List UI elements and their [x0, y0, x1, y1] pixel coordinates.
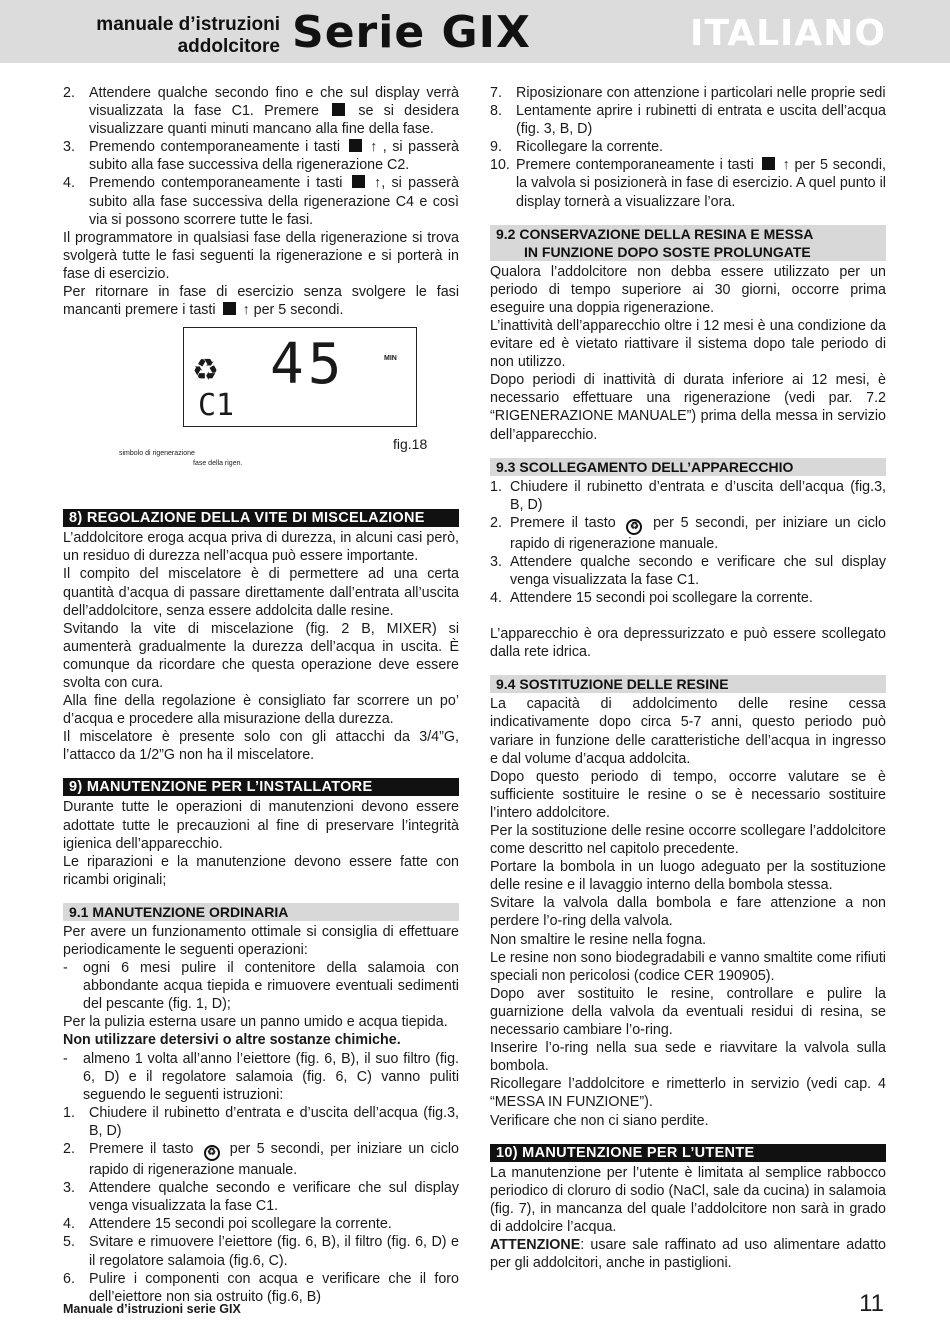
page-header [0, 0, 950, 63]
section-title: 10) MANUTENZIONE PER L’UTENTE [490, 1144, 886, 1162]
regeneration-key-icon: ♻ [626, 519, 642, 535]
list-item: 2. Premere il tasto ♻ per 5 secondi, per iniziare un ciclo rapido di rigenerazione manuale. [63, 1141, 459, 1179]
disconnect-steps-list [490, 478, 886, 608]
subsection-title: 9.1 MANUTENZIONE ORDINARIA [63, 903, 459, 921]
paragraph: Le riparazioni e la manutenzione devono essere fatte con ricambi originali; [63, 853, 459, 888]
list-item: 9. Ricollegare la corrente. [490, 139, 664, 156]
section-title: 9) MANUTENZIONE PER L’INSTALLATORE [63, 778, 459, 796]
lcd-display [183, 327, 417, 427]
paragraph: Dopo aver sostituito le resine, controllare e pulire la guarnizione della valvola da eventuali residui di resina, se necessario cambiare l’o-ring. [490, 985, 886, 1039]
list-item: 2. Premere il tasto ♻ per 5 secondi, per iniziare un ciclo rapido di rigenerazione manuale. [490, 514, 886, 552]
regeneration-icon: ♻ [192, 354, 219, 388]
subsection-title: 9.2 CONSERVAZIONE DELLA RESINA E MESSA IN FUNZIONE DOPO SOSTE PROLUNGATE [490, 225, 886, 261]
lcd-unit: MIN [384, 355, 397, 363]
paragraph: Verificare che non ci siano perdite. [490, 1112, 709, 1129]
list-item: 4. Attendere 15 secondi poi scollegare la corrente. [63, 1216, 392, 1233]
list-item: 5. Svitare e rimuovere l’eiettore (fig. 6, B), il filtro (fig. 6, D) e il regolatore salamoia (fig.6, C). [63, 1234, 459, 1269]
paragraph: Il miscelatore è presente solo con gli attacchi da 3/4”G, l’attacco da 1/2”G non ha il miscelatore. [63, 729, 459, 764]
list-item: 1. Chiudere il rubinetto d’entrata e d’uscita dell’acqua (fig.3, B, D) [490, 478, 886, 513]
warning-text: Non utilizzare detersivi o altre sostanze chimiche. [63, 1032, 401, 1049]
subsection-title: 9.3 SCOLLEGAMENTO DELL’APPARECCHIO [490, 458, 886, 476]
paragraph: L’addolcitore eroga acqua priva di durezza, in alcuni casi però, un residuo di durezza nell’acqua può essere importante. [63, 530, 459, 565]
right-column [490, 84, 886, 1272]
list-item: 3. Attendere qualche secondo e verificare che sul display venga visualizzata la fase C1. [63, 1180, 459, 1215]
list-item: 2. Attendere qualche secondo fino e che sul display verrà visualizzata la fase C1. Premere se si desidera visualizzare quanti minuti mancano alla fine della fase. [63, 85, 459, 138]
paragraph: Per la sostituzione delle resine occorre scollegare l’addolcitore come descritto nel capitolo precedente. [490, 823, 886, 858]
paragraph: L’inattività dell’apparecchio oltre i 12 mesi è una condizione da evitare ed è vietato riattivare il sistema dopo tale periodo di non utilizzo. [490, 317, 886, 371]
set-key-icon [332, 103, 345, 116]
set-key-icon [352, 175, 365, 188]
paragraph: Per avere un funzionamento ottimale si consiglia di effettuare periodicamente le seguenti operazioni: [63, 923, 459, 958]
left-column [63, 84, 459, 1306]
dash-list [63, 1050, 459, 1104]
paragraph: Durante tutte le operazioni di manutenzioni devono essere adottate tutte le precauzioni al fine di preservare l’integrità igienica dell’apparecchio. [63, 799, 459, 852]
list-item: 3. Attendere qualche secondo e verificare che sul display venga visualizzata la fase C1. [490, 553, 886, 588]
list-item: 6. Pulire i componenti con acqua e verificare che il foro dell’eiettore non sia ostruito (fig.6, B) [63, 1270, 459, 1305]
list-item: 4. Attendere 15 secondi poi scollegare la corrente. [490, 590, 813, 607]
paragraph: Non smaltire le resine nella fogna. [490, 931, 707, 948]
regen-steps-list [63, 84, 459, 229]
set-key-icon [349, 139, 362, 152]
figure-label: fig.18 [393, 436, 428, 453]
warning-paragraph: ATTENZIONE: usare sale raffinato ad uso alimentare adatto per gli addolcitori, anche in pastiglioni. [490, 1236, 886, 1272]
header-manual-title: manuale d’istruzioni addolcitore [96, 14, 280, 57]
paragraph: L’apparecchio è ora depressurizzato e può essere scollegato dalla rete idrica. [490, 626, 886, 661]
list-item: - ogni 6 mesi pulire il contenitore della salamoia con abbondante acqua tiepida e rimuovere eventuali sedimenti del pescante (fig. 1, D); [63, 960, 459, 1013]
paragraph: Per ritornare in fase di esercizio senza svolgere le fasi mancanti premere i tasti ↑ per 5 secondi. [63, 284, 459, 319]
list-item: 4. Premendo contemporaneamente i tasti ↑, si passerà subito alla fase successiva della rigenerazione C4 e così via si possono scorrere tutte le fasi. [63, 175, 459, 228]
set-key-icon [762, 157, 775, 170]
header-series: Serie GIX [292, 7, 531, 58]
paragraph: Dopo periodi di inattività di durata inferiore ai 12 mesi, è necessario effettuare una rigenerazione (vedi par. 7.2 “RIGENERAZIONE MANUALE”) prima della messa in servizio dell’apparecchio. [490, 372, 886, 443]
header-language: ITALIANO [690, 13, 886, 54]
paragraph: La capacità di addolcimento delle resine cessa indicativamente dopo circa 5-7 anni, questo periodo può variare in funzione delle caratteristiche dell’acqua in ingresso e dal volume d’acqua addolcita. [490, 696, 886, 767]
paragraph: La manutenzione per l’utente è limitata al semplice rabbocco periodico di cloruro di sodio (NaCl, sale da cucina) in salamoia (fig. 7), in mancanza del quale l’addolcitore non sarà in grado di addolcire l’acqua. [490, 1164, 886, 1235]
paragraph: Qualora l’addolcitore non debba essere utilizzato per un periodo di tempo superiore ai 30 giorni, occorre prima eseguire una doppia rigenerazione. [490, 263, 886, 316]
lcd-phase: C1 [198, 388, 235, 424]
paragraph: Il programmatore in qualsiasi fase della rigenerazione si trova svolgerà tutte le fasi seguenti la rigenerazione e si porterà in fase di esercizio. [63, 229, 459, 282]
paragraph: Inserire l’o-ring nella sua sede e riavvitare la valvola sulla bombola. [490, 1040, 886, 1075]
footer-title: Manuale d’istruzioni serie GIX [63, 1302, 241, 1316]
paragraph: Portare la bombola in un luogo adeguato per la sostituzione delle resine e il lavaggio interno della bombola stessa. [490, 859, 886, 894]
list-item: 3. Premendo contemporaneamente i tasti ↑ , si passerà subito alla fase successiva della rigenerazione C2. [63, 139, 459, 174]
maintenance-steps-list-cont [490, 84, 886, 211]
page-number: 11 [859, 1290, 884, 1317]
list-item: 7. Riposizionare con attenzione i particolari nelle proprie sedi [490, 85, 886, 101]
figure-caption: simbolo di rigenerazione [119, 450, 195, 458]
lcd-digits: 45 [270, 332, 346, 398]
paragraph: Svitando la vite di miscelazione (fig. 2 B, MIXER) si aumenterà gradualmente la durezza dell’acqua in uscita. È comunque da ricordare che questa operazione deve essere svolta con cura. [63, 620, 459, 691]
set-key-icon [223, 302, 236, 315]
paragraph: Dopo questo periodo di tempo, occorre valutare se è sufficiente sostituire le resine o se è necessario sostituire l’intero addolcitore. [490, 768, 886, 821]
paragraph: Per la pulizia esterna usare un panno umido e acqua tiepida. [63, 1014, 448, 1031]
maintenance-steps-list [63, 1104, 459, 1306]
paragraph: Alla fine della regolazione è consigliato far scorrere un po’ d’acqua e procedere alla misurazione della durezza. [63, 693, 459, 728]
paragraph: Svitare la valvola dalla bombola e fare attenzione a non perdere l’o-ring della valvola. [490, 895, 886, 930]
figure-display [63, 327, 459, 495]
list-item: 1. Chiudere il rubinetto d’entrata e d’uscita dell’acqua (fig.3, B, D) [63, 1104, 459, 1139]
section-title: 8) REGOLAZIONE DELLA VITE DI MISCELAZIONE [63, 509, 459, 527]
paragraph: Il compito del miscelatore è di permettere ad una certa quantità d’acqua di passare direttamente dall’entrata all’uscita dell’addolcitore, senza essere addolcita dalle resine. [63, 566, 459, 619]
list-item: - almeno 1 volta all’anno l’eiettore (fig. 6, B), il suo filtro (fig. 6, D) e il regolatore salamoia (fig. 6, C) vanno puliti seguendo le seguenti istruzioni: [63, 1050, 459, 1103]
list-item: 10. Premere contemporaneamente i tasti ↑ per 5 secondi, la valvola si posizionerà in fase di esercizio. A quel punto il display tornerà a visualizzare l’ora. [490, 157, 886, 210]
paragraph: Ricollegare l’addolcitore e rimetterlo in servizio (vedi cap. 4 “MESSA IN FUNZIONE”). [490, 1076, 886, 1111]
figure-caption: fase della rigen. [193, 460, 243, 468]
regeneration-key-icon: ♻ [204, 1145, 220, 1161]
dash-list [63, 959, 459, 1013]
list-item: 8. Lentamente aprire i rubinetti di entrata e uscita dell’acqua (fig. 3, B, D) [490, 103, 886, 138]
paragraph: Le resine non sono biodegradabili e vanno smaltite come rifiuti speciali non pericolosi (codice CER 190905). [490, 949, 886, 984]
subsection-title: 9.4 SOSTITUZIONE DELLE RESINE [490, 675, 886, 693]
